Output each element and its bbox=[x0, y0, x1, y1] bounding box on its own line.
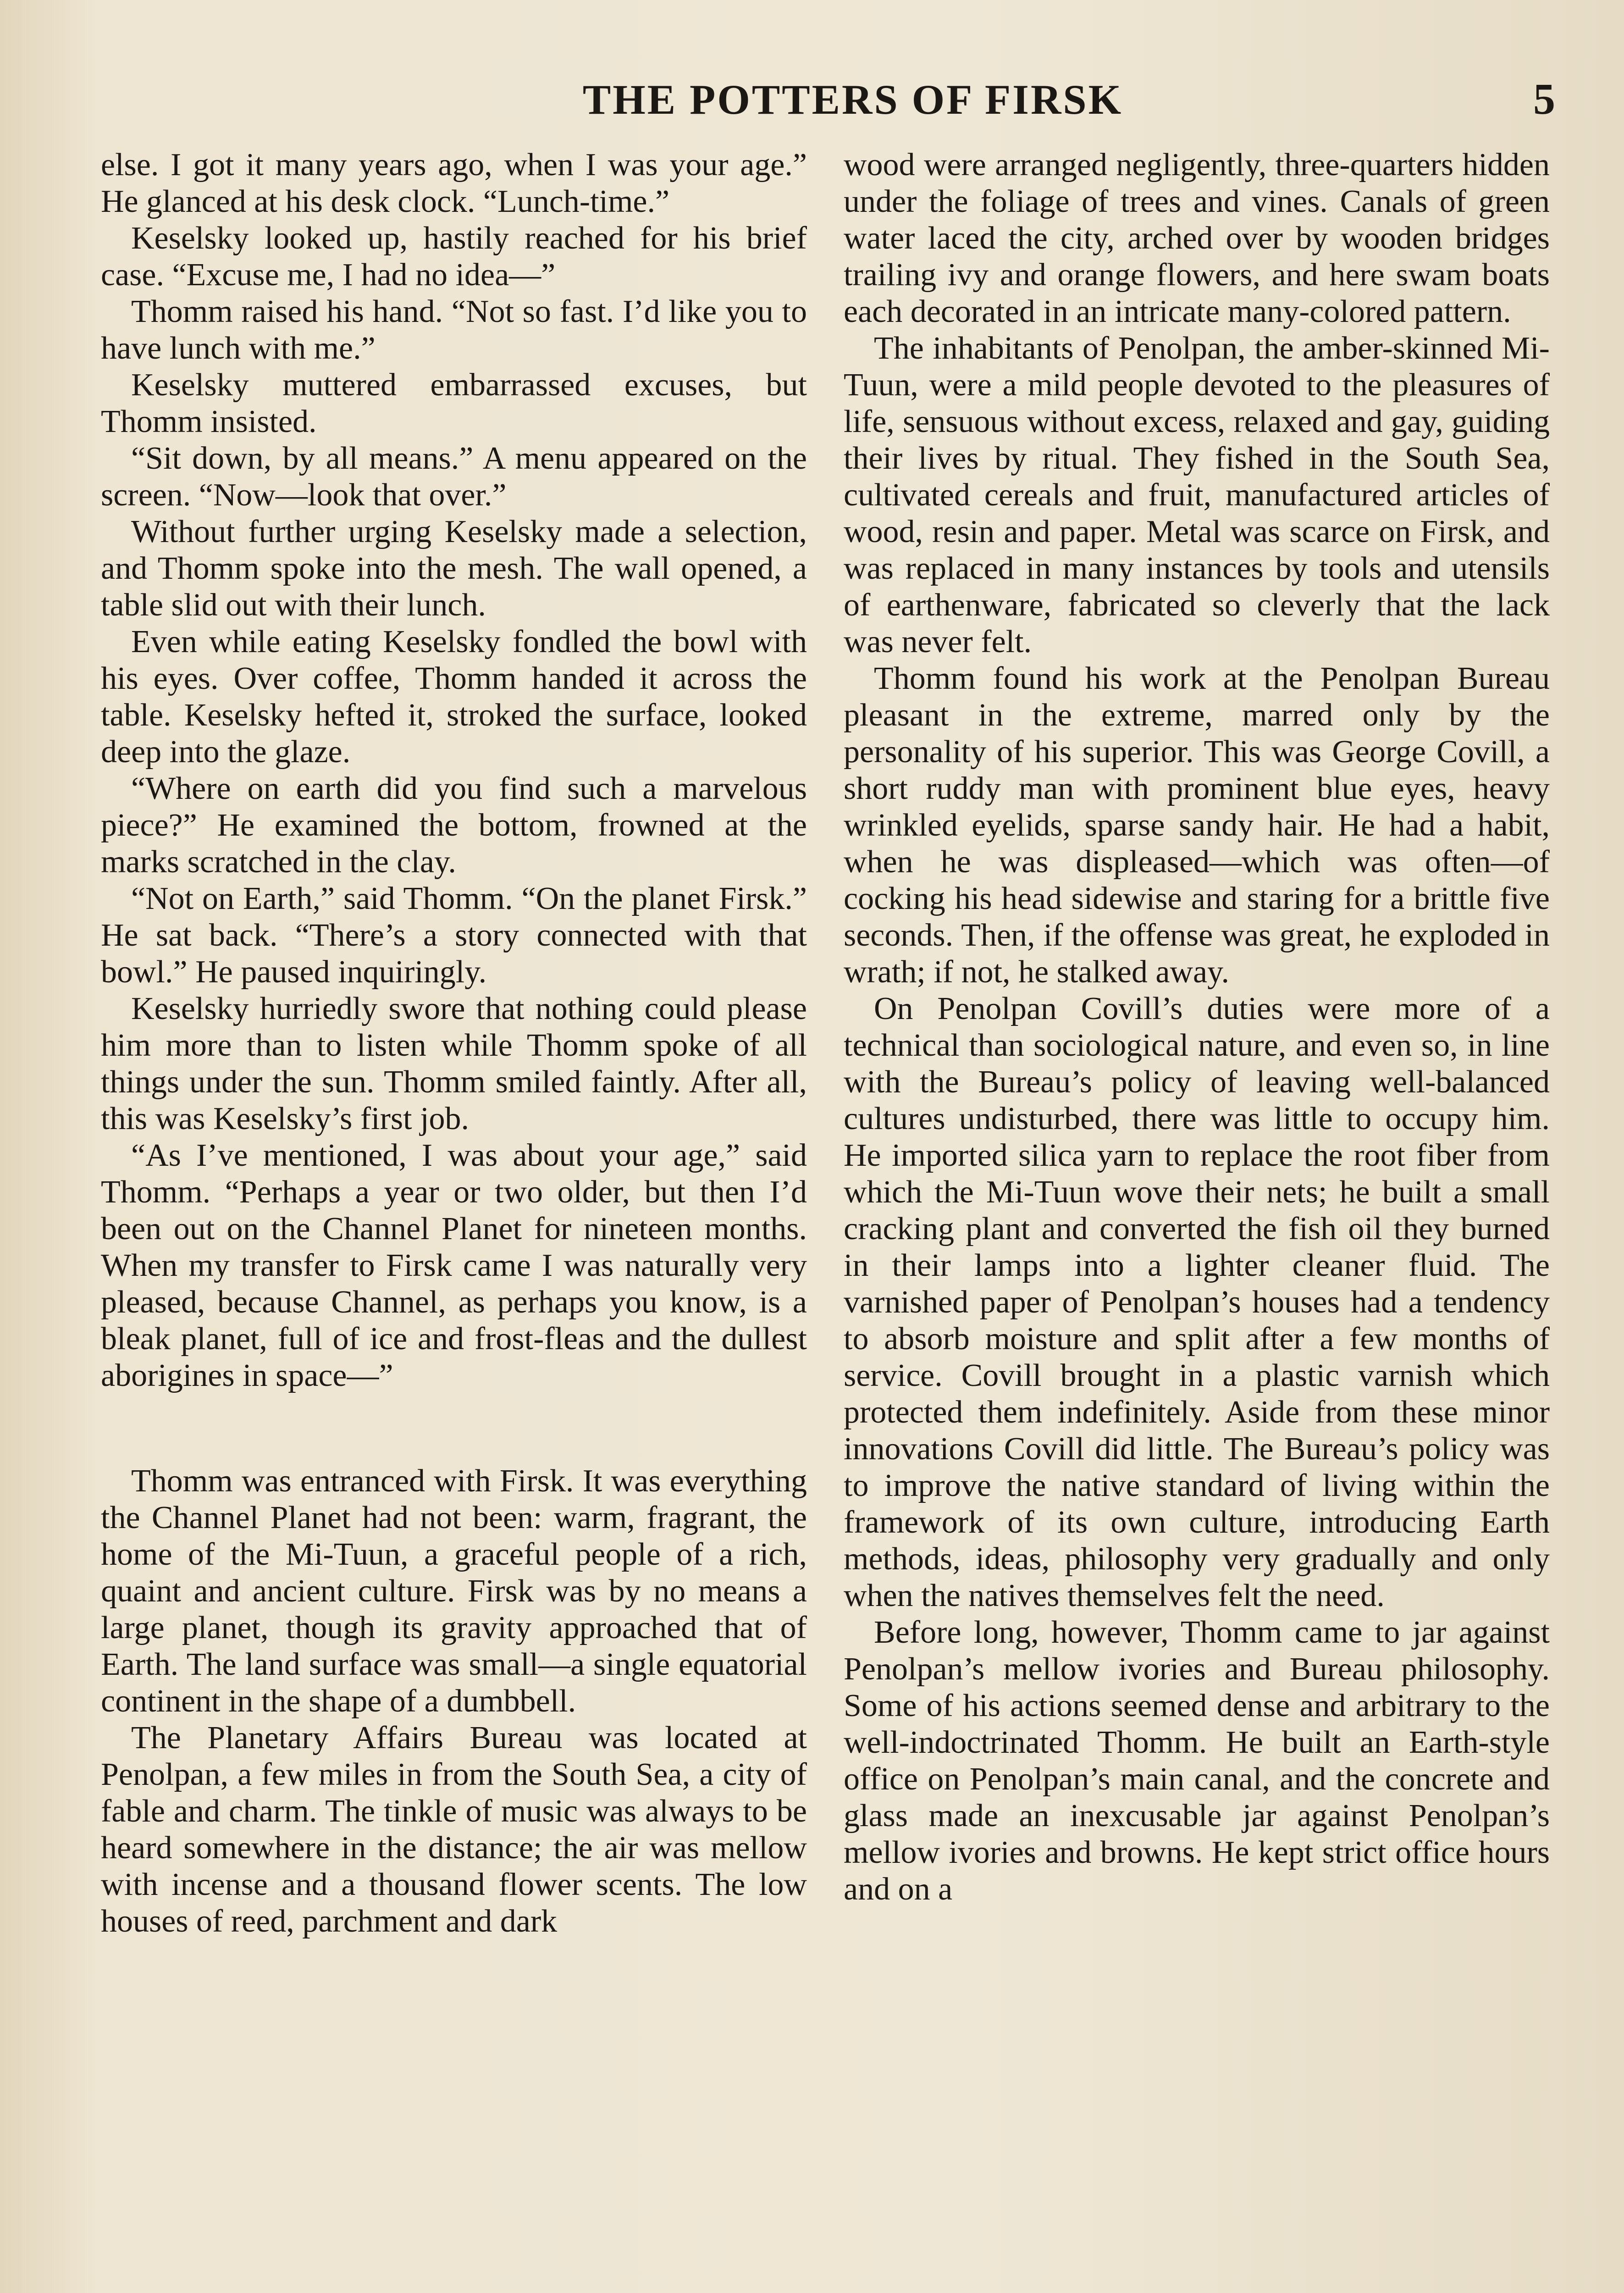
paragraph: “Not on Earth,” said Thomm. “On the planet Firsk.” He sat back. “There’s a story connected with that bowl.” He paused inquiringly. bbox=[101, 881, 807, 990]
left-column bbox=[101, 147, 807, 1940]
paragraph: “Where on earth did you find such a marvelous piece?” He examined the bottom, frowned at the marks scratched in the clay. bbox=[101, 771, 807, 880]
paragraph: Without further urging Keselsky made a selection, and Thomm spoke into the mesh. The wall opened, a table slid out with their lunch. bbox=[101, 514, 807, 623]
paragraph: Thomm raised his hand. “Not so fast. I’d like you to have lunch with me.” bbox=[101, 294, 807, 366]
paragraph: else. I got it many years ago, when I was your age.” He glanced at his desk clock. “Lunch-time.” bbox=[101, 147, 807, 219]
paragraph: Thomm found his work at the Penolpan Bureau pleasant in the extreme, marred only by the personality of his superior. This was George Covill, a short ruddy man with prominent blue eyes, heavy wrinkled eyelids, sparse sandy hair. He had a habit, when he was displeased—which was often—of cocking his head sidewise and staring for a brittle five seconds. Then, if the offense was great, he exploded in wrath; if not, he stalked away. bbox=[844, 661, 1550, 990]
right-column bbox=[844, 147, 1550, 1908]
paragraph: “As I’ve mentioned, I was about your age,” said Thomm. “Perhaps a year or two older, but then I’d been out on the Channel Planet for nineteen months. When my transfer to Firsk came I was naturally very pleased, because Channel, as perhaps you know, is a bleak planet, full of ice and frost-fleas and the dullest aborigines in space—” bbox=[101, 1138, 807, 1393]
paragraph: wood were arranged negligently, three-quarters hidden under the foliage of trees and vines. Canals of green water laced the city, arched over by wooden bridges trailing ivy and orange flowers, and here swam boats each decorated in an intricate many-colored pattern. bbox=[844, 147, 1550, 329]
page-header bbox=[0, 69, 1624, 128]
paragraph: Keselsky looked up, hastily reached for his brief case. “Excuse me, I had no idea—” bbox=[101, 221, 807, 293]
paragraph: On Penolpan Covill’s duties were more of a technical than sociological nature, and even so, in line with the Bureau’s policy of leaving well-balanced cultures undisturbed, there was little to occupy him. He imported silica yarn to replace the root fiber from which the Mi-Tuun wove their nets; he built a small cracking plant and converted the fish oil they burned in their lamps into a lighter cleaner fluid. The varnished paper of Penolpan’s houses had a tendency to absorb moisture and split after a few months of service. Covill brought in a plastic varnish which protected them indefinitely. Aside from these minor innovations Covill did little. The Bureau’s policy was to improve the native standard of living within the framework of its own culture, introducing Earth methods, ideas, philosophy very gradually and only when the natives themselves felt the need. bbox=[844, 991, 1550, 1613]
paragraph: Before long, however, Thomm came to jar against Penolpan’s mellow ivories and Bureau philosophy. Some of his actions seemed dense and arbitrary to the well-indoctrinated Thomm. He built an Earth-style office on Penolpan’s main canal, and the concrete and glass made an inexcusable jar against Penolpan’s mellow ivories and browns. He kept strict office hours and on a bbox=[844, 1615, 1550, 1907]
paragraph: Even while eating Keselsky fondled the bowl with his eyes. Over coffee, Thomm handed it across the table. Keselsky hefted it, stroked the surface, looked deep into the glaze. bbox=[101, 624, 807, 770]
paragraph: Thomm was entranced with Firsk. It was everything the Channel Planet had not been: warm, fragrant, the home of the Mi-Tuun, a graceful people of a rich, quaint and ancient culture. Firsk was by no means a large planet, though its gravity approached that of Earth. The land surface was small—a single equatorial continent in the shape of a dumbbell. bbox=[101, 1463, 807, 1719]
paragraph: The inhabitants of Penolpan, the amber-skinned Mi-Tuun, were a mild people devoted to the pleasures of life, sensuous without excess, relaxed and gay, guiding their lives by ritual. They fished in the South Sea, cultivated cereals and fruit, manufactured articles of wood, resin and paper. Metal was scarce on Firsk, and was replaced in many instances by tools and utensils of earthenware, fabricated so cleverly that the lack was never felt. bbox=[844, 331, 1550, 659]
running-title: THE POTTERS OF FIRSK bbox=[582, 76, 1123, 123]
paragraph: “Sit down, by all means.” A menu appeared on the screen. “Now—look that over.” bbox=[101, 441, 807, 513]
paragraph: The Planetary Affairs Bureau was located at Penolpan, a few miles in from the South Sea, a city of fable and charm. The tinkle of music was always to be heard somewhere in the distance; the air was mellow with incense and a thousand flower scents. The low houses of reed, parchment and dark bbox=[101, 1720, 807, 1939]
page-number: 5 bbox=[1533, 74, 1555, 123]
paragraph: Keselsky muttered embarrassed excuses, but Thomm insisted. bbox=[101, 367, 807, 439]
paragraph: Keselsky hurriedly swore that nothing could please him more than to listen while Thomm spoke of all things under the sun. Thomm smiled faintly. After all, this was Keselsky’s first job. bbox=[101, 991, 807, 1136]
